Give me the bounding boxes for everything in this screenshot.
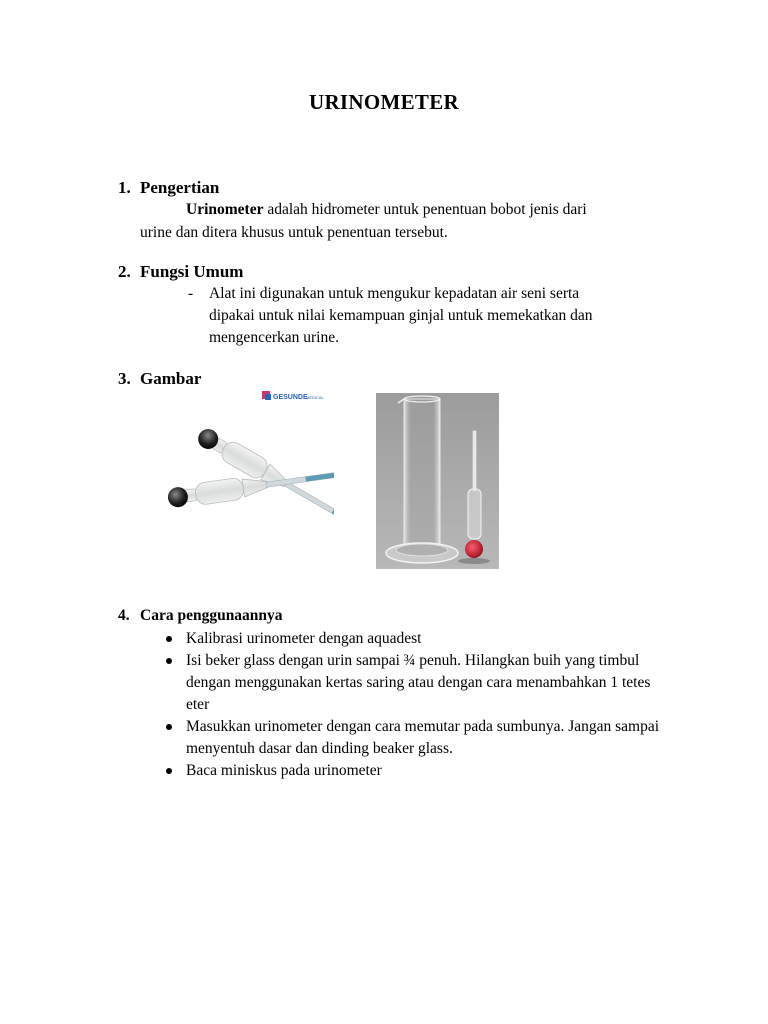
list-item: Baca miniskus pada urinometer [166,760,686,782]
pengertian-line-2: urine dan ditera khusus untuk penentuan tersebut. [140,224,448,241]
urinometer-photo [148,386,334,558]
dash-marker: - [188,285,194,302]
fungsi-line-1: Alat ini digunakan untuk mengukur kepadatan air seni serta [209,285,580,302]
fungsi-line-2: dipakai untuk nilai kemampuan ginjal untuk memekatkan dan [209,307,593,324]
term-urinometer: Urinometer [186,201,264,218]
fungsi-item [188,283,688,349]
section-heading-cara-penggunaan: 4. Cara penggunaannya [118,607,283,624]
bullet-icon [166,768,172,774]
cylinder-illustration [376,393,499,569]
bullet-icon [166,658,172,664]
document-title: URINOMETER [308,90,459,114]
logo-subtext: MEDICAL [306,395,324,400]
list-item: Isi beker glass dengan urin sampai ¾ penuh. Hilangkan buih yang timbul dengan menggunakan kertas saring atau dengan cara menambahkan 1 tetes eter [166,650,666,716]
fungsi-line-3: mengencerkan urine. [209,329,339,346]
bullet-icon [166,636,172,642]
list-item: Kalibrasi urinometer dengan aquadest [166,628,686,650]
pengertian-line-1: Urinometer adalah hidrometer untuk penentuan bobot jenis dari [186,201,587,218]
section-heading-gambar: 3. Gambar [118,369,202,388]
logo-text: GESUNDE [273,394,308,401]
urinometer-illustration [148,386,334,558]
section-heading-fungsi-umum: 2. Fungsi Umum [118,262,244,281]
cylinder-photo [376,393,499,569]
list-item: Masukkan urinometer dengan cara memutar pada sumbunya. Jangan sampai menyentuh dasar dan dinding beaker glass. [166,716,666,760]
bullet-icon [166,724,172,730]
section-heading-pengertian: 1. Pengertian [118,178,220,197]
cara-penggunaan-list [166,628,686,782]
